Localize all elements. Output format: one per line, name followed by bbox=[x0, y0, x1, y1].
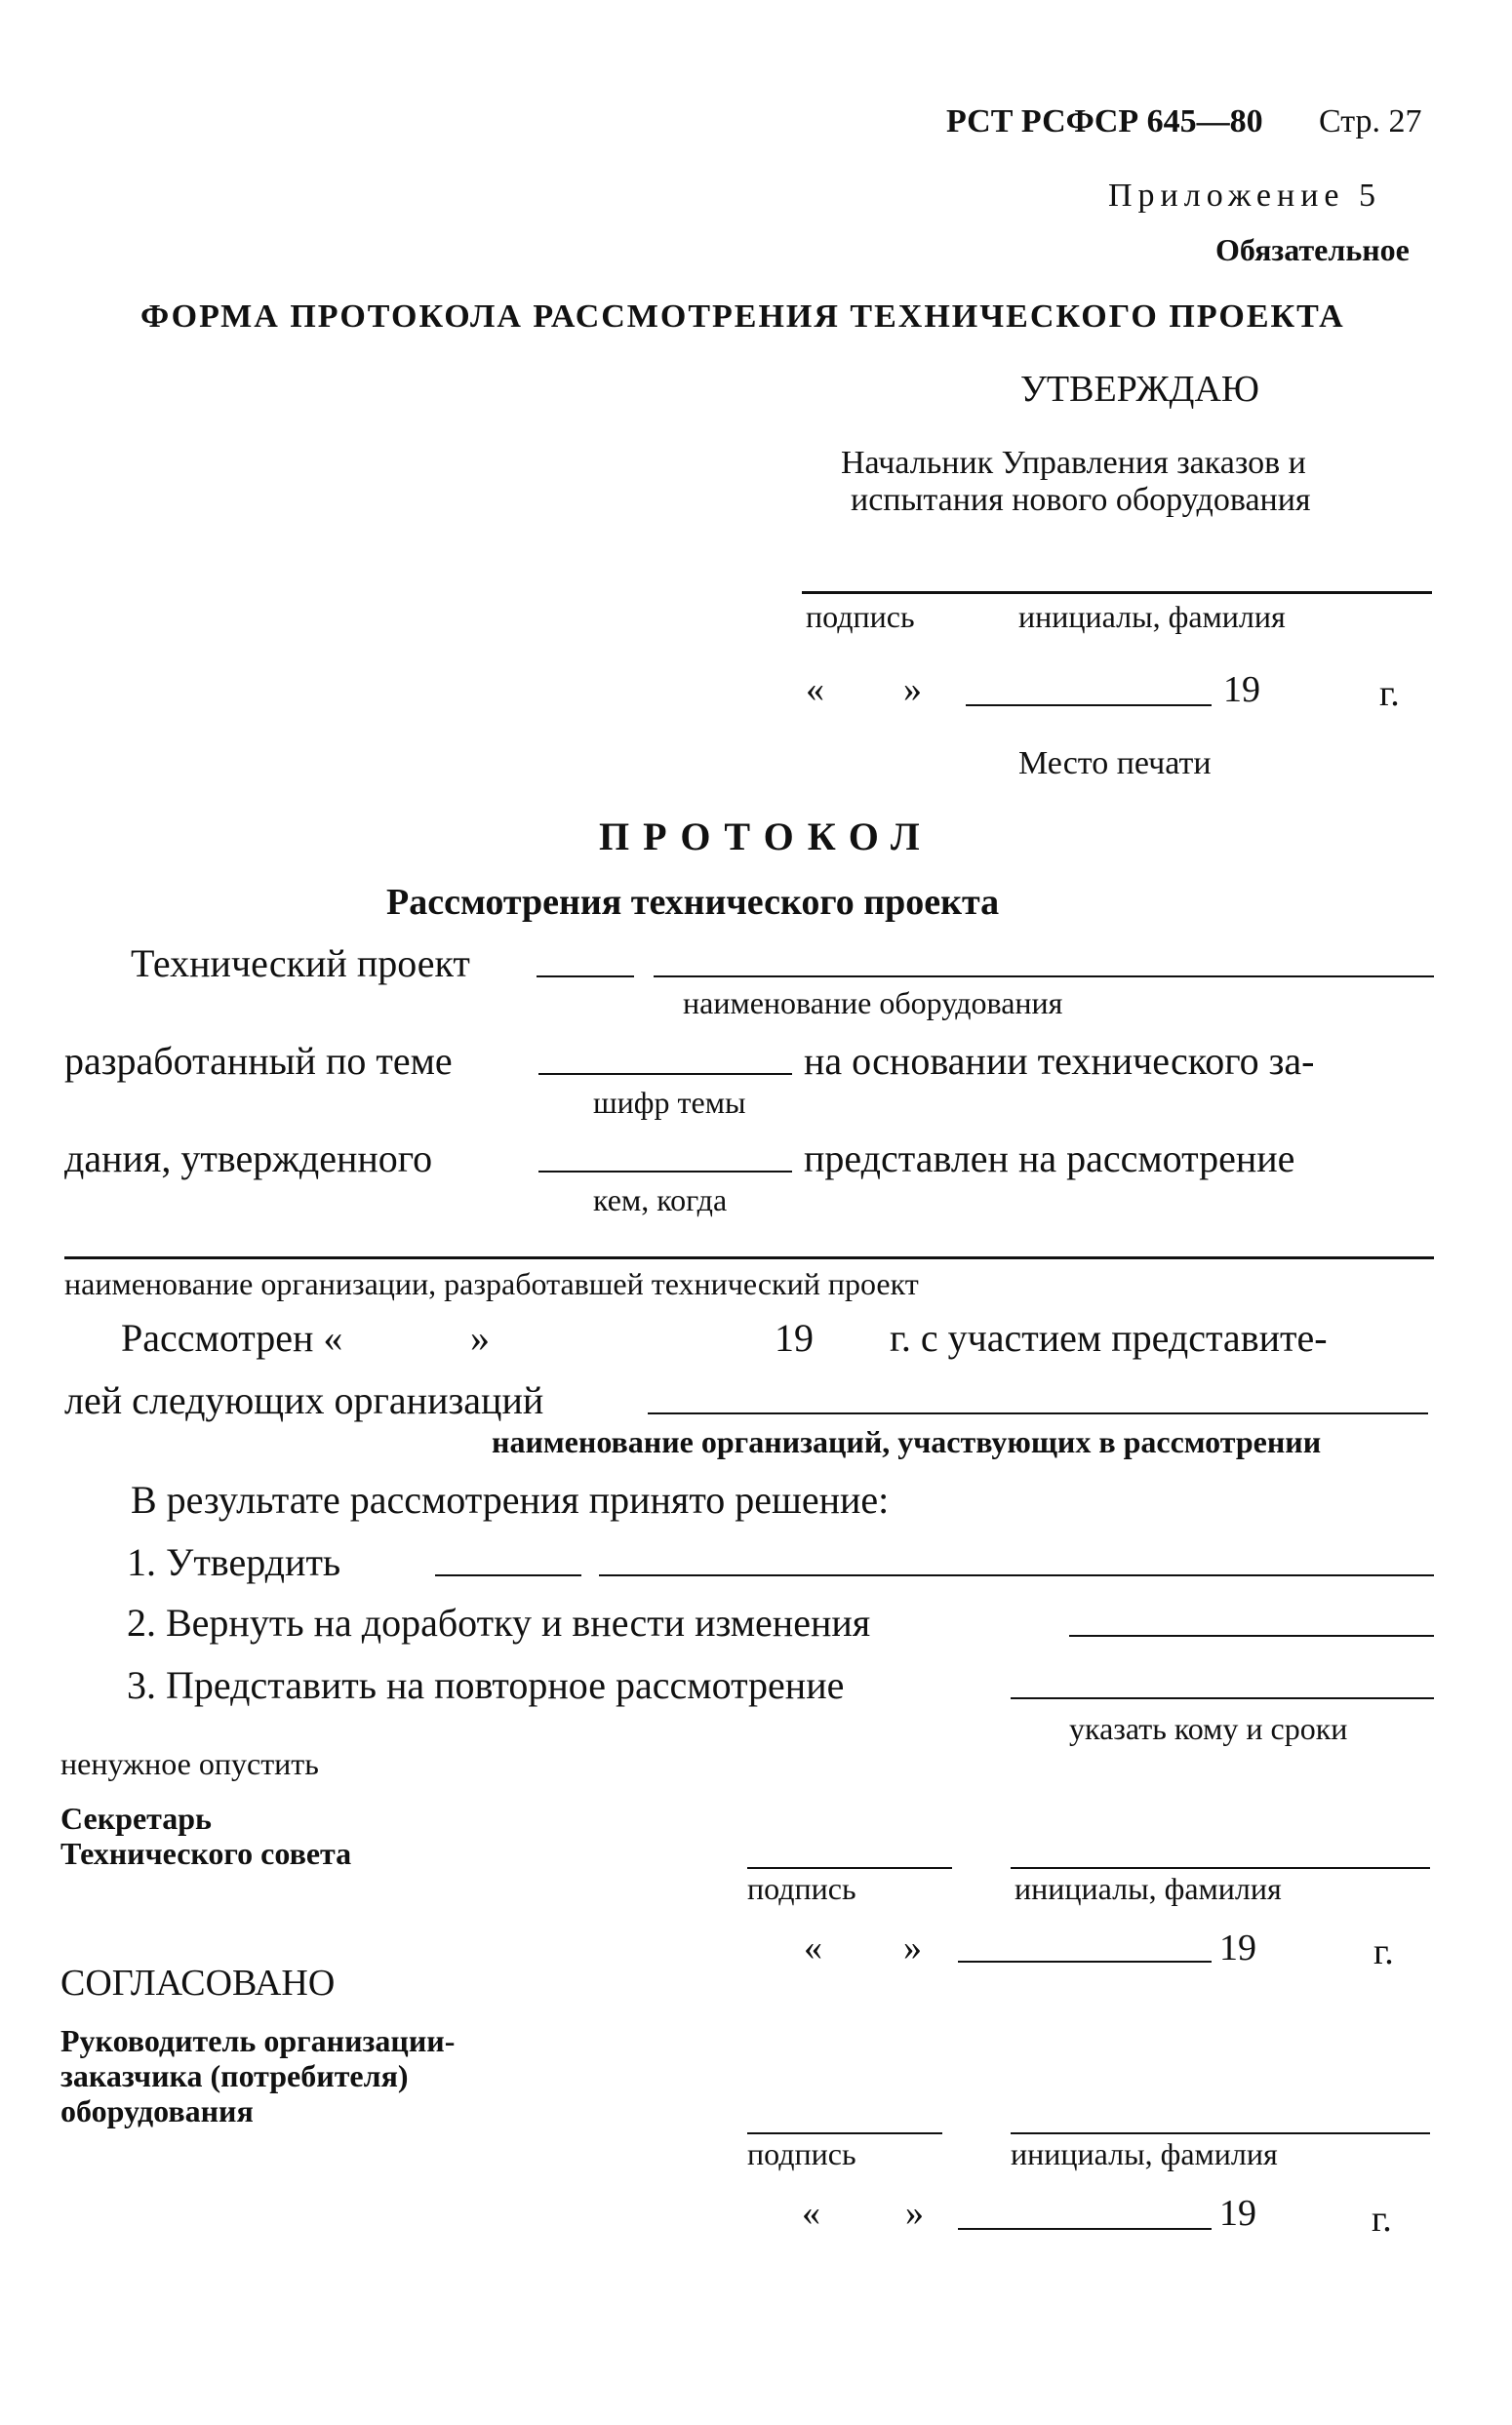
agreed-role-line3: оборудования bbox=[60, 2093, 254, 2128]
agreed-title: СОГЛАСОВАНО bbox=[60, 1963, 336, 2004]
secretary-year-suffix: г. bbox=[1373, 1931, 1394, 1972]
date-month-line bbox=[966, 704, 1212, 706]
secretary-date-quote-close: » bbox=[903, 1928, 922, 1968]
approver-signature-line bbox=[802, 591, 1432, 594]
secretary-title-line1: Секретарь bbox=[60, 1801, 212, 1836]
agreed-year-suffix: г. bbox=[1372, 2199, 1392, 2240]
organizations-label: лей следующих организаций bbox=[64, 1378, 544, 1422]
secretary-name-caption: инициалы, фамилия bbox=[1015, 1871, 1282, 1906]
secretary-date-line bbox=[958, 1961, 1212, 1963]
organizations-line bbox=[648, 1412, 1428, 1414]
return-line bbox=[1069, 1635, 1434, 1637]
secretary-title-line2: Технического совета bbox=[60, 1836, 352, 1871]
based-on-label: на основании технического за- bbox=[804, 1039, 1315, 1083]
form-title: ФОРМА ПРОТОКОЛА РАССМОТРЕНИЯ ТЕХНИЧЕСКОГО ПРОЕКТА bbox=[140, 298, 1345, 335]
equipment-line bbox=[654, 975, 1434, 977]
decision-label: В результате рассмотрения принято решение: bbox=[131, 1478, 890, 1522]
omit-note: ненужное опустить bbox=[60, 1746, 319, 1781]
approved-by-label: дания, утвержденного bbox=[64, 1136, 433, 1180]
name-caption: инициалы, фамилия bbox=[1018, 599, 1286, 634]
organizations-caption: наименование организаций, участвующих в рассмотрении bbox=[492, 1424, 1322, 1459]
submitted-label: представлен на рассмотрение bbox=[804, 1136, 1295, 1180]
secretary-date-quote-open: « bbox=[804, 1928, 822, 1968]
year-suffix: г. bbox=[1379, 673, 1400, 714]
year-prefix: 19 bbox=[1223, 669, 1260, 710]
equipment-caption: наименование оборудования bbox=[683, 985, 1063, 1020]
reviewed-year: 19 bbox=[775, 1316, 814, 1360]
topic-code-line bbox=[538, 1073, 792, 1075]
agreed-signature-line bbox=[747, 2132, 942, 2134]
agreed-date-quote-open: « bbox=[802, 2193, 820, 2234]
equipment-line-short bbox=[537, 975, 634, 977]
decision-item-approve: 1. Утвердить bbox=[127, 1540, 341, 1584]
agreed-role-line2: заказчика (потребителя) bbox=[60, 2058, 409, 2093]
topic-code-caption: шифр темы bbox=[593, 1085, 746, 1120]
agreed-date-quote-close: » bbox=[905, 2193, 924, 2234]
resubmit-caption: указать кому и сроки bbox=[1069, 1711, 1348, 1746]
approved-by-caption: кем, когда bbox=[593, 1182, 728, 1217]
developed-on-topic-label: разработанный по теме bbox=[64, 1039, 453, 1083]
stamp-place-label: Место печати bbox=[1018, 745, 1212, 781]
protocol-subtitle: Рассмотрения технического проекта bbox=[386, 882, 1000, 923]
resubmit-line bbox=[1011, 1697, 1434, 1699]
decision-item-resubmit: 3. Представить на повторное рассмотрение bbox=[127, 1663, 845, 1707]
protocol-title: ПРОТОКОЛ bbox=[599, 815, 934, 858]
organization-caption: наименование организации, разработавшей технический проект bbox=[64, 1266, 919, 1301]
approve-line bbox=[599, 1574, 1434, 1576]
approver-position-line1: Начальник Управления заказов и bbox=[841, 445, 1306, 481]
reviewed-label: Рассмотрен « bbox=[121, 1316, 343, 1360]
approved-by-line bbox=[538, 1171, 792, 1173]
date-quote-open: « bbox=[806, 669, 824, 710]
organization-line bbox=[64, 1256, 1434, 1259]
signature-caption: подпись bbox=[806, 599, 915, 634]
agreed-date-line bbox=[958, 2228, 1212, 2230]
appendix-label: Приложение 5 bbox=[1108, 178, 1381, 214]
agreed-role-line1: Руководитель организации- bbox=[60, 2023, 456, 2058]
standard-number: РСТ РСФСР 645—80 bbox=[946, 103, 1263, 139]
secretary-signature-line bbox=[747, 1867, 952, 1869]
agreed-name-line bbox=[1011, 2132, 1430, 2134]
approve-line-short bbox=[435, 1574, 581, 1576]
reviewed-quote-close: » bbox=[470, 1316, 490, 1360]
decision-item-return: 2. Вернуть на доработку и внести изменения bbox=[127, 1601, 871, 1645]
agreed-name-caption: инициалы, фамилия bbox=[1011, 2136, 1278, 2171]
reviewed-participation: г. с участием представите- bbox=[890, 1316, 1328, 1360]
approve-label: УТВЕРЖДАЮ bbox=[1020, 369, 1259, 410]
approver-position-line2: испытания нового оборудования bbox=[851, 482, 1311, 518]
secretary-year-prefix: 19 bbox=[1219, 1928, 1256, 1968]
date-quote-close: » bbox=[903, 669, 922, 710]
mandatory-label: Обязательное bbox=[1215, 232, 1410, 267]
page-number: Стр. 27 bbox=[1319, 103, 1422, 139]
technical-project-label: Технический проект bbox=[131, 941, 470, 985]
agreed-year-prefix: 19 bbox=[1219, 2193, 1256, 2234]
secretary-name-line bbox=[1011, 1867, 1430, 1869]
secretary-signature-caption: подпись bbox=[747, 1871, 856, 1906]
agreed-signature-caption: подпись bbox=[747, 2136, 856, 2171]
